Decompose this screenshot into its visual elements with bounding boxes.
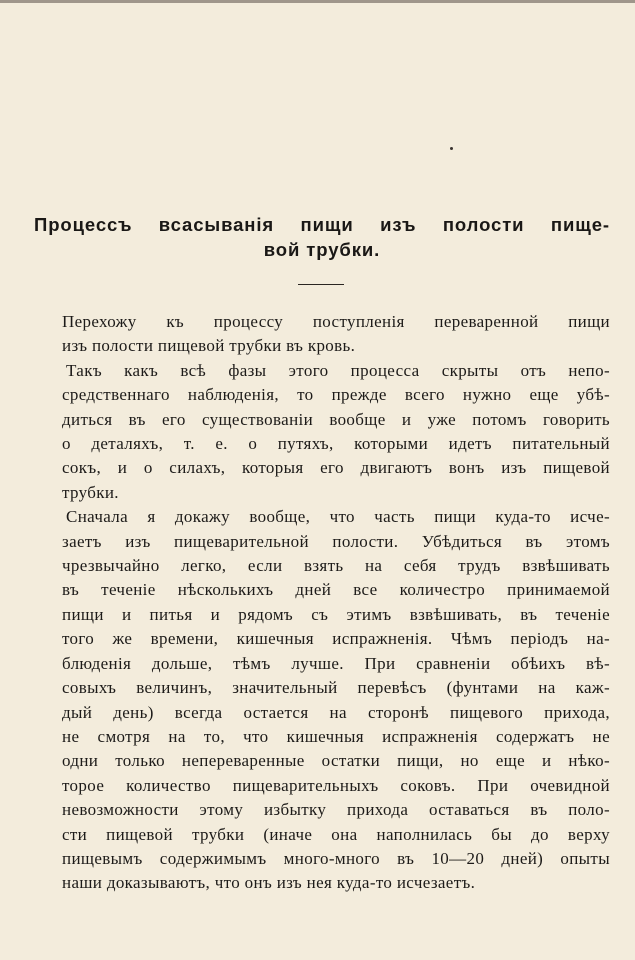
body-text — [62, 310, 610, 896]
text-line: трубки. — [62, 482, 119, 502]
text-line: чрезвычайно легко, если взять на себя трудъ взвѣшивать — [62, 556, 610, 576]
text-line: не смотря на то, что кишечныя испражненія содержатъ не — [62, 726, 610, 746]
chapter-heading — [34, 212, 610, 262]
text-line: наши доказываютъ, что онъ изъ нея куда-то исчезаетъ. — [62, 873, 476, 893]
text-line: торое количество пищеварительныхъ соковъ. При очевидной — [62, 775, 610, 795]
chapter-heading-line-1: Процессъ всасыванія пищи изъ полости пище- — [34, 214, 610, 235]
text-line: совыхъ величинъ, значительный перевѣсъ (фунтами на каж- — [62, 678, 610, 698]
heading-divider — [298, 284, 344, 285]
text-line: Такъ какъ всѣ фазы этого процесса скрыты отъ непо- — [66, 360, 610, 380]
text-line: пищевымъ содержимымъ много-много въ 10—20 дней) опыты — [62, 848, 610, 868]
text-line: Сначала я докажу вообще, что часть пищи куда-то исче- — [66, 507, 610, 527]
text-line: Перехожу къ процессу поступленія переваренной пищи — [62, 312, 610, 331]
chapter-heading-line-2: вой трубки. — [263, 239, 381, 260]
text-line: диться въ его существованіи вообще и уже потомъ говорить — [62, 409, 610, 429]
text-line: того же времени, кишечныя испражненія. Чѣмъ періодъ на- — [62, 629, 610, 649]
text-line: изъ полости пищевой трубки въ кровь. — [62, 336, 356, 356]
text-line: одни только непереваренные остатки пищи, но еще и нѣко- — [62, 751, 610, 771]
text-line: заетъ изъ пищеварительной полости. Убѣдиться въ этомъ — [62, 531, 610, 551]
text-line: дый день) всегда остается на сторонѣ пищевого прихода, — [62, 702, 610, 722]
text-line: сти пищевой трубки (иначе она наполнилась бы до верху — [62, 824, 610, 844]
text-line: о деталяхъ, т. е. о путяхъ, которыми идетъ питательный — [62, 434, 610, 454]
text-line: средственнаго наблюденія, то прежде всего нужно еще убѣ- — [62, 385, 610, 405]
text-line: въ теченіе нѣсколькихъ дней все количестро принимаемой — [62, 580, 610, 600]
text-line: блюденія дольше, тѣмъ лучше. При сравненіи обѣихъ вѣ- — [62, 653, 610, 673]
text-line: сокъ, и о силахъ, которыя его двигаютъ вонъ изъ пищевой — [62, 458, 610, 478]
page-top-edge — [0, 0, 635, 3]
paper-speck — [450, 147, 453, 150]
text-line: невозможности этому избытку прихода оставаться въ поло- — [62, 800, 610, 820]
text-line: пищи и питья и рядомъ съ этимъ взвѣшивать, въ теченіе — [62, 604, 610, 624]
